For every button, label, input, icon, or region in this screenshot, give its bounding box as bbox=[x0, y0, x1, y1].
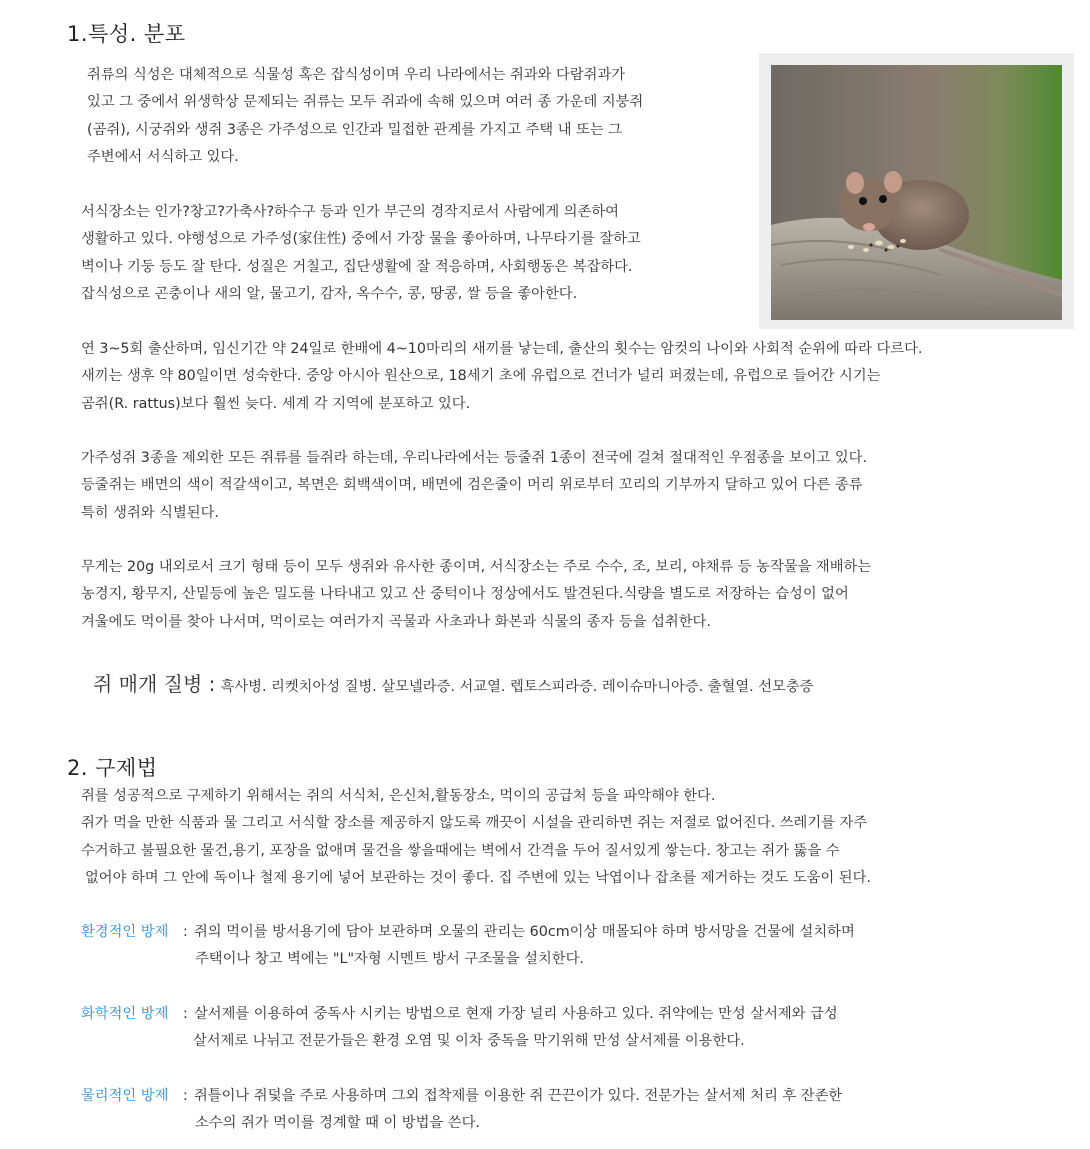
text-line: 서식장소는 인가?창고?가축사?하수구 등과 인가 부근의 경작지로서 사람에게 의존하여 bbox=[81, 204, 619, 220]
paragraph-diet bbox=[83, 62, 643, 171]
method-separator: : bbox=[183, 924, 188, 940]
text-line: 가주성쥐 3종을 제외한 모든 쥐류를 들쥐라 하는데, 우리나라에서는 등줄쥐 1종이 전국에 걸쳐 절대적인 우점종을 보이고 있다. bbox=[81, 450, 867, 466]
rat-photo bbox=[771, 65, 1062, 320]
paragraph-habitat bbox=[81, 199, 641, 308]
text-line: 잡식성으로 곤충이나 새의 알, 물고기, 감자, 옥수수, 콩, 땅콩, 쌀 등을 좋아한다. bbox=[81, 285, 578, 302]
text-line: 겨울에도 먹이를 찾아 나서며, 먹이로는 여러가지 곡물과 사초과나 화본과 식물의 종자 등을 섭취한다. bbox=[81, 613, 711, 630]
text-line: 쥐가 먹을 만한 식품과 물 그리고 서식할 장소를 제공하지 않도록 깨끗이 시설을 관리하면 쥐는 저절로 없어진다. 쓰레기를 자주 bbox=[81, 815, 868, 832]
text-line: 없어야 하며 그 안에 독이나 철제 용기에 넣어 보관하는 것이 좋다. 집 주변에 있는 낙엽이나 잡초를 제거하는 것도 도움이 된다. bbox=[85, 869, 871, 886]
method-label: 물리적인 방제 bbox=[81, 1088, 169, 1104]
method-separator: : bbox=[183, 1088, 188, 1104]
method-physical bbox=[81, 1083, 843, 1131]
section-title-characteristics: 1.특성. 분포 bbox=[67, 22, 186, 46]
text-line: 주변에서 서식하고 있다. bbox=[87, 148, 239, 165]
method-separator: : bbox=[183, 1006, 188, 1022]
paragraph-weight bbox=[81, 554, 871, 636]
method-label: 화학적인 방제 bbox=[81, 1006, 169, 1022]
text-line: 연 3~5회 출산하며, 임신기간 약 24일로 한배에 4~10마리의 새끼를 낳는데, 출산의 횟수는 암컷의 나이와 사회적 순위에 따라 다르다. bbox=[81, 341, 923, 357]
method-text-line: 살서제를 이용하여 중독사 시키는 방법으로 현재 가장 널리 사용하고 있다. 쥐약에는 만성 살서제와 급성 bbox=[194, 1006, 838, 1022]
text-line: 생활하고 있다. 야행성으로 가주성(家住性) 중에서 가장 물을 좋아하며, 나무타기를 잘하고 bbox=[81, 231, 641, 248]
text-line: 무게는 20g 내외로서 크기 형태 등이 모두 생쥐와 유사한 종이며, 서식장소는 주로 수수, 조, 보리, 야채류 등 농작물을 재배하는 bbox=[81, 559, 872, 575]
text-line: 수거하고 불필요한 물건,용기, 포장을 없애며 물건을 쌓을때에는 벽에서 간격을 두어 질서있게 쌓는다. 창고는 쥐가 뚫을 수 bbox=[81, 842, 840, 859]
section-title-control: 2. 구제법 bbox=[67, 756, 158, 780]
text-line: 곰쥐(R. rattus)보다 훨씬 늦다. 세계 각 지역에 분포하고 있다. bbox=[81, 395, 471, 412]
text-line: 벽이나 기둥 등도 잘 탄다. 성질은 거칠고, 집단생활에 잘 적응하며, 사회행동은 복잡하다. bbox=[81, 258, 633, 275]
disease-label: 쥐 매개 질병 : bbox=[93, 672, 216, 696]
paragraph-reproduction bbox=[81, 336, 922, 418]
text-line: 특히 생쥐와 식별된다. bbox=[81, 504, 219, 521]
text-line: 있고 그 중에서 위생학상 문제되는 쥐류는 모두 쥐과에 속해 있으며 여러 종 가운데 지붕쥐 bbox=[87, 94, 644, 111]
text-line: 등줄쥐는 배면의 색이 적갈색이고, 복면은 회백색이며, 배면에 검은줄이 머리 위로부터 꼬리의 기부까지 달하고 있어 다른 종류 bbox=[81, 477, 863, 494]
paragraph-control-intro bbox=[81, 783, 871, 892]
text-line: 농경지, 황무지, 산밑등에 높은 밀도를 나타내고 있고 산 중턱이나 정상에서도 발견된다.식량을 별도로 저장하는 습성이 없어 bbox=[81, 586, 849, 603]
text-line: 쥐류의 식성은 대체적으로 식물성 혹은 잡식성이며 우리 나라에서는 쥐과와 다람쥐과가 bbox=[87, 67, 626, 83]
text-line: 새끼는 생후 약 80일이면 성숙한다. 중앙 아시아 원산으로, 18세기 초에 유럽으로 건너가 널리 퍼졌는데, 유럽으로 들어간 시기는 bbox=[81, 368, 881, 385]
rat-photo-frame bbox=[759, 53, 1074, 329]
method-chemical bbox=[81, 1001, 838, 1049]
method-label: 환경적인 방제 bbox=[81, 924, 169, 940]
method-text-line: 주택이나 창고 벽에는 "L"자형 시멘트 방서 구조물을 설치한다. bbox=[195, 951, 584, 967]
method-text-line: 쥐틀이나 쥐덫을 주로 사용하며 그외 접착제를 이용한 쥐 끈끈이가 있다. 전문가는 살서제 처리 후 잔존한 bbox=[194, 1088, 843, 1104]
method-text-line: 쥐의 먹이를 방서용기에 담아 보관하며 오물의 관리는 60cm이상 매몰되야 하며 방서망을 건물에 설치하며 bbox=[194, 924, 855, 940]
method-text-line: 소수의 쥐가 먹이를 경계할 때 이 방법을 쓴다. bbox=[195, 1115, 480, 1131]
text-line: 쥐를 성공적으로 구제하기 위해서는 쥐의 서식처, 은신처,활동장소, 먹이의 공급처 등을 파악해야 한다. bbox=[81, 788, 716, 804]
text-line: (곰쥐), 시궁쥐와 생쥐 3종은 가주성으로 인간과 밀접한 관계를 가지고 주택 내 또는 그 bbox=[87, 121, 623, 138]
disease-list: 흑사병. 리켓치아성 질병. 살모넬라증. 서교열. 렙토스피라증. 레이슈마니아증. 출혈열. 선모충증 bbox=[220, 679, 814, 695]
paragraph-field-mice bbox=[81, 445, 867, 527]
method-environmental bbox=[81, 919, 855, 967]
rodent-borne-diseases bbox=[93, 668, 814, 697]
method-text-line: 살서제로 나뉘고 전문가들은 환경 오염 및 이차 중독을 막기위해 만성 살서제를 이용한다. bbox=[193, 1033, 745, 1049]
